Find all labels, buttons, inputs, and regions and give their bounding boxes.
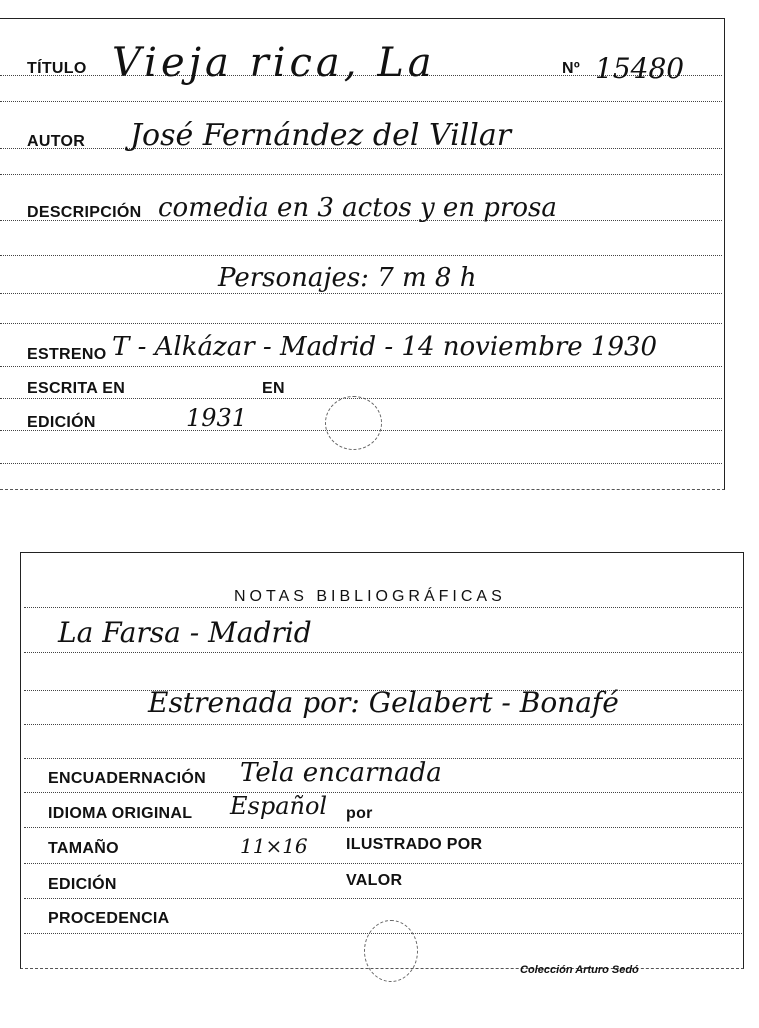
numero-label: Nº	[562, 60, 580, 77]
punch-hole	[325, 396, 382, 450]
tamano-label: TAMAÑO	[48, 840, 119, 857]
encuadernacion-value: Tela encarnada	[240, 758, 442, 788]
rule-line	[0, 323, 722, 324]
descripcion-label: DESCRIPCIÓN	[27, 204, 142, 221]
rule-line	[0, 366, 722, 367]
rule-line	[24, 607, 742, 608]
rule-line	[24, 724, 742, 725]
edicion-label: EDICIÓN	[48, 876, 117, 893]
en-label: EN	[262, 380, 285, 397]
tamano-value: 11×16	[240, 834, 308, 858]
rule-line	[24, 827, 742, 828]
rule-line	[0, 255, 722, 256]
estreno-label: ESTRENO	[27, 346, 107, 363]
descripcion-value: comedia en 3 actos y en prosa	[158, 193, 557, 223]
idioma-value: Español	[230, 792, 328, 820]
estreno-value: T - Alkázar - Madrid - 14 noviembre 1930	[112, 332, 658, 362]
rule-line	[24, 863, 742, 864]
edicion-value: 1931	[186, 404, 248, 432]
autor-label: AUTOR	[27, 133, 86, 150]
numero-value: 15480	[595, 52, 685, 85]
por-label: por	[346, 805, 373, 822]
rule-line	[24, 792, 742, 793]
rule-line	[0, 174, 722, 175]
rule-line	[24, 652, 742, 653]
idioma-label: IDIOMA ORIGINAL	[48, 805, 193, 822]
rule-line	[24, 898, 742, 899]
edicion-label: EDICIÓN	[27, 414, 96, 431]
autor-value: José Fernández del Villar	[130, 118, 512, 153]
catalog-card-front	[0, 18, 746, 493]
catalog-card-back	[20, 552, 746, 982]
encuadernacion-label: ENCUADERNACIÓN	[48, 770, 206, 787]
rule-line	[0, 101, 722, 102]
note-1: La Farsa - Madrid	[58, 616, 312, 649]
coleccion-footer: Colección Arturo Sedó	[520, 964, 639, 976]
notas-heading: NOTAS BIBLIOGRÁFICAS	[234, 588, 506, 605]
rule-line	[0, 463, 722, 464]
titulo-value: Vieja rica, La	[112, 40, 436, 86]
rule-line	[0, 293, 722, 294]
procedencia-label: PROCEDENCIA	[48, 910, 170, 927]
punch-hole	[364, 920, 418, 982]
titulo-label: TÍTULO	[27, 60, 87, 77]
note-2: Estrenada por: Gelabert - Bonafé	[148, 686, 619, 719]
ilustrado-label: ILUSTRADO POR	[346, 836, 483, 853]
valor-label: VALOR	[346, 872, 403, 889]
personajes-value: Personajes: 7 m 8 h	[218, 263, 477, 293]
escrita-en-label: ESCRITA EN	[27, 380, 126, 397]
